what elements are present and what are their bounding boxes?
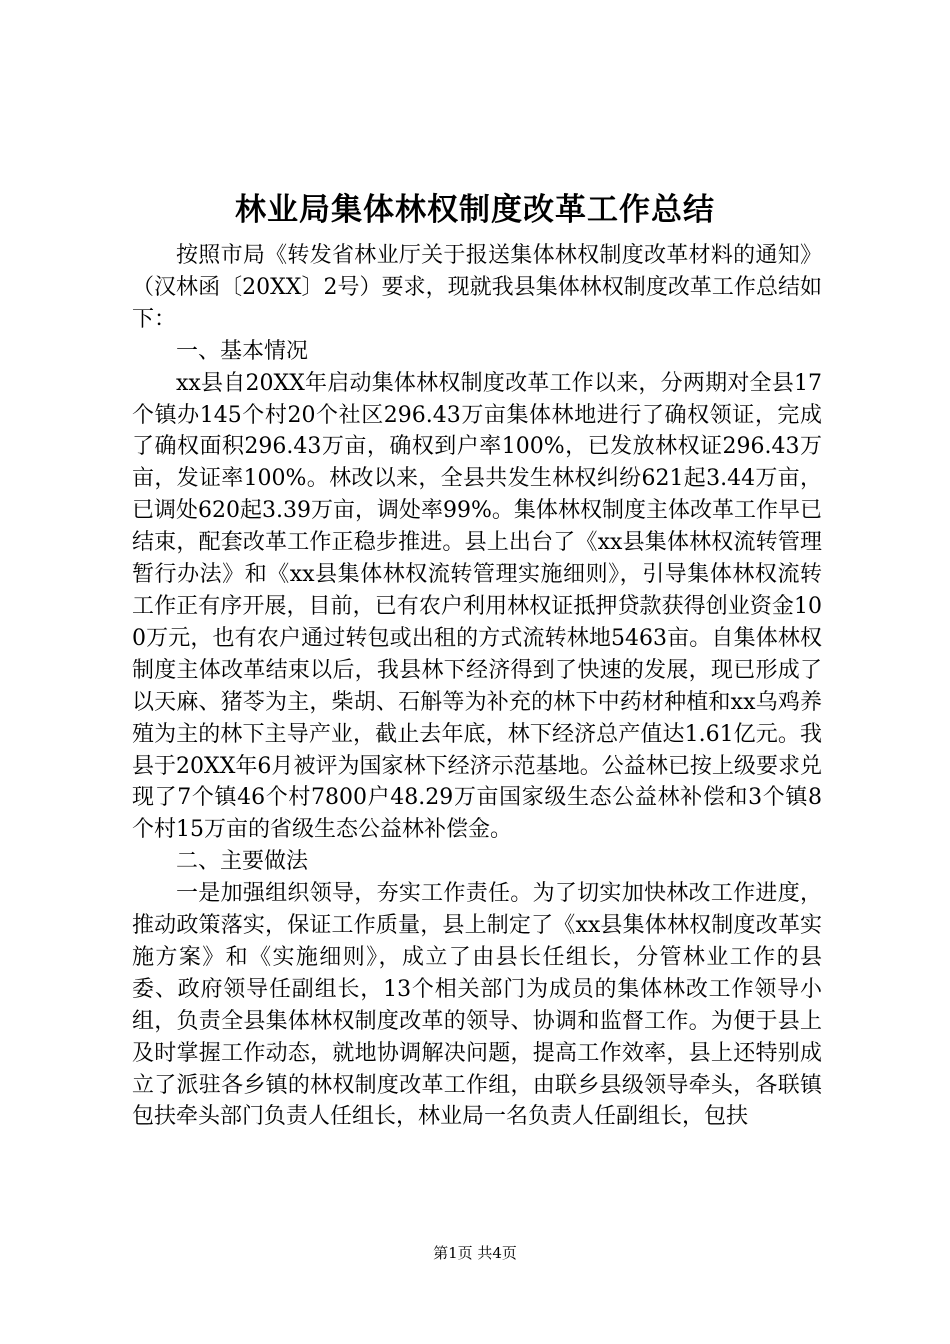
basic-situation-paragraph: xx县自20XX年启动集体林权制度改革工作以来，分两期对全县17个镇办145个村20个社区296.43万亩集体林地进行了确权领证，完成了确权面积296.43万亩，确权到户率100%，已发放林权证296.43万亩，发证率100%。林改以来，全县共发生林权纠纷621起3.44万亩，已调处620起3.39万亩，调处率99%。集体林权制度主体改革工作早已结束，配套改革工作正稳步推进。县上出台了《xx县集体林权流转管理暂行办法》和《xx县集体林权流转管理实施细则》，引导集体林权流转工作正有序开展，目前，已有农户利用林权证抵押贷款获得创业资金100万元，也有农户通过转包或出租的方式流转林地5463亩。自集体林权制度主体改革结束以后，我县林下经济得到了快速的发展，现已形成了以天麻、猪苓为主，柴胡、石斛等为补充的林下中药材种植和xx乌鸡养殖为主的林下主导产业，截止去年底，林下经济总产值达1.61亿元。我县于20XX年6月被评为国家林下经济示范基地。公益林已按上级要求兑现了7个镇46个村7800户48.29万亩国家级生态公益林补偿和3个镇8个村15万亩的省级生态公益林补偿金。 bbox=[132, 370, 822, 843]
page-footer: 第1页 共4页 bbox=[433, 1244, 517, 1262]
section-heading-main-practices: 二、主要做法 bbox=[176, 849, 309, 875]
intro-paragraph: 按照市局《转发省林业厅关于报送集体林权制度改革材料的通知》（汉林函〔20XX〕2号）要求，现就我县集体林权制度改革工作总结如下： bbox=[132, 243, 822, 332]
document-title: 林业局集体林权制度改革工作总结 bbox=[235, 192, 715, 228]
main-practices-paragraph: 一是加强组织领导，夯实工作责任。为了切实加快林改工作进度，推动政策落实，保证工作质量，县上制定了《xx县集体林权制度改革实施方案》和《实施细则》，成立了由县长任组长，分管林业工作的县委、政府领导任副组长，13个相关部门为成员的集体林改工作领导小组，负责全县集体林权制度改革的领导、协调和监督工作。为便于县上及时掌握工作动态，就地协调解决问题，提高工作效率，县上还特别成立了派驻各乡镇的林权制度改革工作组，由联乡县级领导牵头，各联镇包扶牵头部门负责人任组长，林业局一名负责人任副组长，包扶 bbox=[132, 881, 822, 1130]
document-body bbox=[132, 240, 822, 1133]
section-heading-basic-situation: 一、基本情况 bbox=[176, 338, 309, 364]
